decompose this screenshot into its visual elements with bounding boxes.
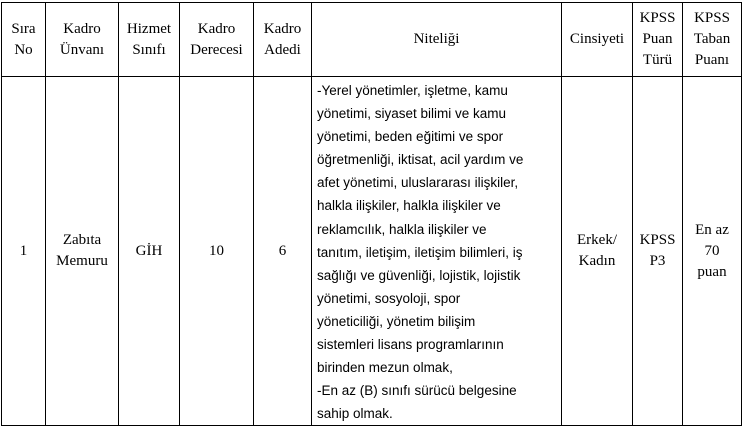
nitelik-line: yöneticiliği, yönetim bilişim	[317, 313, 476, 329]
nitelik-line: -En az (B) sınıfı sürücü belgesine	[317, 383, 517, 399]
nitelik-line: sağlığı ve güvenliği, lojistik, lojistik	[317, 267, 521, 283]
header-row	[2, 3, 742, 77]
header-cinsiyeti: Cinsiyeti	[562, 3, 633, 77]
header-niteligi: Niteliği	[312, 3, 562, 77]
cell-kadro-unvani: Zabıta Memuru	[46, 77, 119, 426]
header-kpss-taban-puani: KPSS Taban Puanı	[683, 3, 742, 77]
header-hizmet-sinifi: Hizmet Sınıfı	[119, 3, 180, 77]
cell-hizmet-sinifi: GİH	[119, 77, 180, 426]
nitelik-line: halkla ilişkiler, halkla ilişkiler ve	[317, 198, 501, 214]
header-kadro-derecesi: Kadro Derecesi	[180, 3, 254, 77]
nitelik-line: yönetimi, beden eğitimi ve spor	[317, 129, 504, 145]
nitelik-line: yönetimi, sosyoloji, spor	[317, 290, 461, 306]
kadro-table	[1, 2, 742, 426]
cell-sira-no: 1	[2, 77, 46, 426]
nitelik-line: birinden mezun olmak,	[317, 360, 453, 376]
nitelik-line: sahip olmak.	[317, 406, 393, 422]
cell-cinsiyeti: Erkek/ Kadın	[562, 77, 633, 426]
cell-kadro-adedi: 6	[254, 77, 312, 426]
cell-kpss-puan-turu: KPSS P3	[633, 77, 683, 426]
header-sira-no: Sıra No	[2, 3, 46, 77]
nitelik-line: afet yönetimi, uluslararası ilişkiler,	[317, 175, 519, 191]
cell-niteligi	[312, 77, 562, 426]
table-row	[2, 77, 742, 426]
nitelik-line: -Yerel yönetimler, işletme, kamu	[317, 83, 508, 98]
nitelik-line: öğretmenliği, iktisat, acil yardım ve	[317, 152, 524, 168]
header-kadro-adedi: Kadro Adedi	[254, 3, 312, 77]
header-kpss-puan-turu: KPSS Puan Türü	[633, 3, 683, 77]
nitelik-line: reklamcılık, halkla ilişkiler ve	[317, 221, 487, 237]
nitelik-line: yönetimi, siyaset bilimi ve kamu	[317, 106, 507, 122]
header-kadro-unvani: Kadro Ünvanı	[46, 3, 119, 77]
nitelik-line: tanıtım, iletişim, iletişim bilimleri, iş	[317, 244, 523, 260]
nitelik-line: sistemleri lisans programlarının	[317, 337, 504, 353]
cell-kadro-derecesi: 10	[180, 77, 254, 426]
cell-kpss-taban-puani: En az 70 puan	[683, 77, 742, 426]
